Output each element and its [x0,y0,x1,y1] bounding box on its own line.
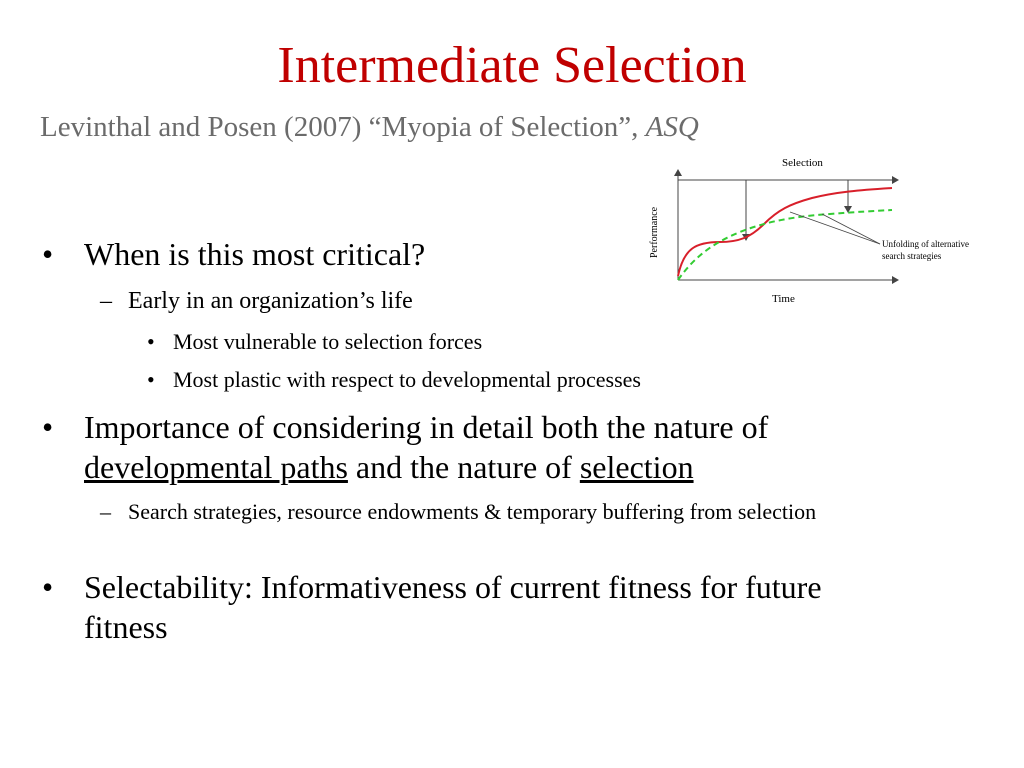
bullet-text-mid: and the nature of [347,449,580,485]
bullet-text: Selectability: Informativeness of current fitness for future fitness [84,569,822,645]
figure-annotation-line1: Unfolding of alternative [882,239,969,249]
sub-sub-bullet-dot: • [147,367,155,392]
bullet-dot: • [42,409,54,445]
subtitle-journal: ASQ [645,111,699,143]
figure-x-label: Time [772,293,795,305]
sub-sub-bullet-plastic [147,366,873,394]
figure-top-label: Selection [782,157,823,169]
bullet-dot: • [42,569,54,605]
sub-bullet-text: Early in an organization’s life [128,288,413,314]
figure-annotation-line2: search strategies [882,251,942,261]
sub-bullet-search-strategies [100,498,888,526]
subtitle-citation: Levinthal and Posen (2007) “Myopia of Selection”, [40,111,646,143]
sub-sub-bullet-dot: • [147,329,155,354]
bullet-dot: • [42,236,54,272]
sub-sub-bullet-text: Most vulnerable to selection forces [173,329,483,354]
sub-bullet-early-life [100,286,888,316]
bullet-selectability [42,567,874,647]
slide-subtitle [40,108,944,146]
slide-title: Intermediate Selection [277,37,747,94]
sub-sub-bullet-text: Most plastic with respect to developmental processes [173,367,641,392]
underlined-developmental-paths: developmental paths [84,449,348,485]
sub-bullet-dash: – [100,288,112,314]
bullet-when-critical [42,234,914,274]
bullet-text: When is this most critical? [84,236,426,272]
underlined-selection: selection [579,449,694,485]
figure-y-label: Performance [649,206,660,258]
sub-bullet-text: Search strategies, resource endowments & temporary buffering from selection [128,499,817,524]
bullet-importance [42,407,914,487]
sub-bullet-dash: – [100,499,111,524]
bullet-text-pre: Importance of considering in detail both the nature of [84,409,769,445]
sub-sub-bullet-vulnerable [147,328,873,356]
